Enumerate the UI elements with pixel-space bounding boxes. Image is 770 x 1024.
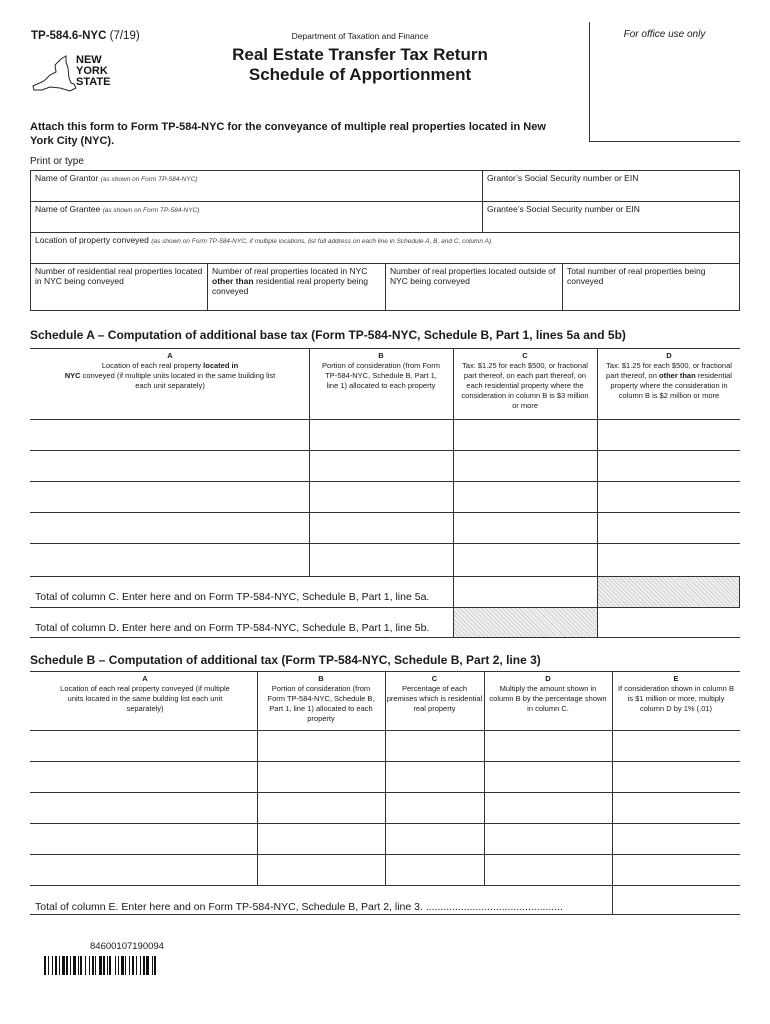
sched-a-total-c-input[interactable] <box>454 577 596 606</box>
sched-a-col-d-letter: D <box>666 351 672 360</box>
sched-a-col-d-text2: residential property where the consideration in column B is $2 million or more <box>610 371 732 400</box>
schedule-b-title: Schedule B – Computation of additional tax (Form TP-584-NYC, Schedule B, Part 2, line 3) <box>30 653 541 667</box>
residential-count-label: Number of residential real properties located in NYC being conveyed <box>35 266 203 286</box>
barcode-bar <box>85 956 86 975</box>
sched-a-col-c-letter: C <box>522 351 528 360</box>
office-use-box <box>589 22 740 142</box>
barcode-bar <box>99 956 102 975</box>
grantee-name-note: (as shown on Form TP-584-NYC) <box>102 207 200 214</box>
sched-b-col-a-header <box>55 674 235 714</box>
sched-a-col-d-header <box>602 351 736 401</box>
sched-a-col-a-letter: A <box>167 351 173 360</box>
attach-instructions: Attach this form to Form TP-584-NYC for the conveyance of multiple real properties located in New York City (NYC). <box>30 121 546 147</box>
sched-a-col-b-header <box>320 351 442 391</box>
barcode-bar <box>146 956 149 975</box>
form-number: TP-584.6-NYC <box>31 30 107 42</box>
barcode-bar <box>143 956 145 975</box>
outside-count-label: Number of real properties located outside of NYC being conveyed <box>390 266 556 286</box>
barcode-bar <box>78 956 79 975</box>
outside-count-field[interactable] <box>390 266 560 286</box>
sched-a-col-c-text: Tax: $1.25 for each $500, or fractional part thereof, on each part thereof, on each residential property where the consideration in column B is $3 million or more <box>461 361 589 410</box>
sched-b-col-b-letter: B <box>318 674 324 683</box>
barcode-bar <box>44 956 46 975</box>
barcode-bar <box>107 956 108 975</box>
barcode-bar <box>129 956 130 975</box>
sched-b-total-e-leader: ............................................... <box>425 901 563 913</box>
sched-a-col-a-text2: conveyed (if multiple units located in the same building list each unit separately) <box>82 371 276 390</box>
sched-b-total-e-input[interactable] <box>613 886 740 914</box>
sched-a-total-c-shaded <box>453 607 598 638</box>
barcode-bar <box>109 956 111 975</box>
barcode-bar <box>121 956 124 975</box>
sched-a-col-b-text: Portion of consideration (from Form TP-584-NYC, Schedule B, Part 1, line 1) allocated to each property <box>322 361 440 390</box>
sched-a-total-d-shaded <box>597 576 740 608</box>
barcode-bar <box>52 956 53 975</box>
sched-a-col-d-bold1: other than <box>659 371 696 380</box>
location-label: Location of property conveyed <box>35 235 149 245</box>
sched-a-col-c-header <box>458 351 592 411</box>
sched-a-total-c-label: Total of column C. Enter here and on Form TP-584-NYC, Schedule B, Part 1, line 5a. <box>35 591 430 603</box>
logo-line-york: YORK <box>76 65 108 77</box>
grantee-ssn-field[interactable] <box>487 204 640 214</box>
barcode-bar <box>89 956 90 975</box>
sched-b-col-a-letter: A <box>142 674 148 683</box>
sched-a-total-d-label: Total of column D. Enter here and on Form TP-584-NYC, Schedule B, Part 1, line 5b. <box>35 622 430 634</box>
sched-a-entry-rows[interactable] <box>30 420 740 575</box>
barcode-bar <box>115 956 116 975</box>
residential-count-field[interactable] <box>35 266 203 286</box>
barcode-bar <box>59 956 60 975</box>
location-note: (as shown on Form TP-584-NYC, if multiple locations, list full address on each line in Schedule A, B, and C, column A) <box>151 238 492 245</box>
office-use-label: For office use only <box>623 29 706 40</box>
sched-b-col-c-letter: C <box>431 674 438 683</box>
sched-b-entry-rows[interactable] <box>30 731 740 884</box>
sched-a-col-a-bold2: NYC <box>64 371 81 380</box>
grantor-name-label: Name of Grantor <box>35 173 99 183</box>
sched-b-col-c-text: Percentage of each premises which is residential real property <box>386 684 483 713</box>
barcode-bar <box>152 956 153 975</box>
barcode-bar <box>118 956 119 975</box>
department-name: Department of Taxation and Finance <box>291 31 429 41</box>
sched-a-col-a-text1: Location of each real property <box>101 361 202 370</box>
sched-a-col-b-letter: B <box>378 351 384 360</box>
barcode-bar <box>48 956 49 975</box>
other-count-label-post: residential real property being conveyed <box>212 276 368 296</box>
other-count-label-pre: Number of real properties located in NYC <box>212 266 368 276</box>
schedule-a-title: Schedule A – Computation of additional base tax (Form TP-584-NYC, Schedule B, Part 1, lines 5a and 5b) <box>30 328 626 342</box>
state-outline-icon <box>33 56 76 91</box>
print-or-type-label: Print or type <box>30 156 84 167</box>
total-count-label: Total number of real properties being conveyed <box>567 266 706 286</box>
sched-b-total-e-label <box>35 901 563 913</box>
sched-b-col-b-text: Portion of consideration (from Form TP-584-NYC, Schedule B, Part 1, line 1) allocated to each property <box>267 684 375 723</box>
form-subtitle: Schedule of Apportionment <box>248 65 472 84</box>
barcode-bar <box>154 956 156 975</box>
sched-a-col-d-text1: Tax: $1.25 for each $500, or fractional part thereof, on <box>606 361 732 380</box>
sched-b-col-b-header <box>264 674 378 724</box>
barcode-bar <box>55 956 57 975</box>
logo-line-new: NEW <box>76 54 102 66</box>
sched-b-col-d-letter: D <box>545 674 551 683</box>
grantor-name-note: (as shown on Form TP-584-NYC) <box>100 176 198 183</box>
barcode-bar <box>80 956 82 975</box>
sched-b-col-d-text: Multiply the amount shown in column B by the percentage shown in column C. <box>489 684 607 713</box>
sched-a-total-d-input[interactable] <box>598 608 740 637</box>
total-count-field[interactable] <box>567 266 737 286</box>
sched-b-col-d-header <box>488 674 608 714</box>
form-title: Real Estate Transfer Tax Return <box>232 45 488 64</box>
grantor-ssn-label: Grantor’s Social Security number or EIN <box>487 173 639 183</box>
sched-b-col-c-header <box>386 674 483 714</box>
barcode-number: 84600107190094 <box>90 941 164 952</box>
sched-a-col-a-bold1: located in <box>203 361 239 370</box>
logo-line-state: STATE <box>76 76 110 88</box>
barcode-bar <box>66 956 68 975</box>
barcode-bar <box>73 956 76 975</box>
grantor-ssn-field[interactable] <box>487 173 638 183</box>
sched-b-col-a-text: Location of each real property conveyed (if multiple units located in the same building list each unit separately) <box>60 684 230 713</box>
grantee-name-label: Name of Grantee <box>35 204 101 214</box>
barcode-bar <box>125 956 126 975</box>
form-id <box>31 30 140 42</box>
sched-a-col-a-header <box>60 351 280 391</box>
other-count-label-bold: other than <box>212 276 254 286</box>
barcode-bar <box>140 956 141 975</box>
sched-b-col-e-header <box>618 674 734 714</box>
sched-b-total-e-text: Total of column E. Enter here and on Form TP-584-NYC, Schedule B, Part 2, line 3. <box>35 901 423 913</box>
barcode-bar <box>62 956 65 975</box>
grantee-name-field[interactable] <box>35 204 199 216</box>
barcode-bar <box>92 956 94 975</box>
barcode-bar <box>103 956 105 975</box>
grantor-name-field[interactable] <box>35 173 198 185</box>
sched-b-col-e-text: If consideration shown in column B is $1 million or more, multiply column D by 1% (.01) <box>618 684 734 713</box>
nys-logo <box>30 48 110 96</box>
form-revision: (7/19) <box>109 30 140 42</box>
barcode <box>44 956 222 975</box>
barcode-bar <box>95 956 96 975</box>
barcode-bar <box>70 956 71 975</box>
location-field[interactable] <box>35 235 735 247</box>
sched-b-col-e-letter: E <box>673 674 679 683</box>
barcode-bar <box>136 956 137 975</box>
barcode-bar <box>132 956 134 975</box>
other-count-field[interactable] <box>212 266 382 296</box>
grantee-ssn-label: Grantee’s Social Security number or EIN <box>487 204 640 214</box>
